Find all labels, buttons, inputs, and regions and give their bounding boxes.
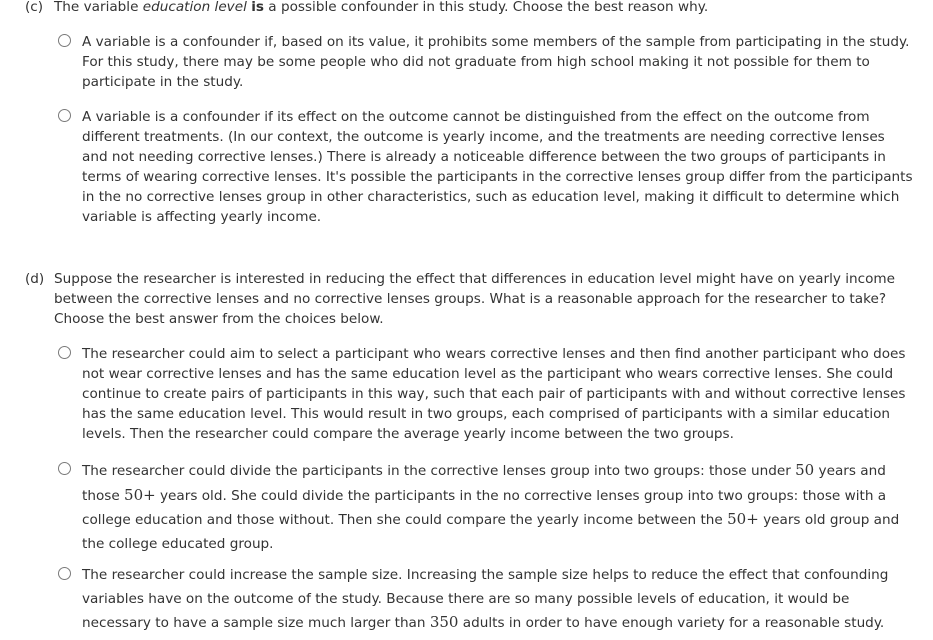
- answer-option-d3-text: [82, 564, 913, 636]
- d3-number-350: 350: [429, 613, 459, 631]
- question-c-label: (c): [25, 0, 44, 15]
- answer-option-c2-text: A variable is a confounder if its effect on the outcome cannot be distinguished from the effect on the outcome from different treatments. (In our context, the outcome is yearly income, and the treatments are needing corrective lenses and not needing corrective lenses.) There is already a noticeable difference between the two groups of participants in terms of wearing corrective lenses. It's possible the participants in the corrective lenses group differ from the participants in the no corrective lenses group in other characteristics, such as education level, making it difficult to determine which variable is affecting yearly income.: [82, 109, 913, 225]
- d2-number-50-plus-b: 50+: [727, 510, 759, 528]
- d2-number-50: 50: [795, 461, 815, 479]
- d2-number-50-plus-a: 50+: [124, 485, 156, 504]
- d2-text-part-4: years old group and the college educated group.: [82, 512, 900, 552]
- question-c-variable: education level: [142, 0, 247, 15]
- question-c-text-after: a possible confounder in this study. Choose the best reason why.: [263, 0, 709, 15]
- radio-button-d3[interactable]: [58, 567, 71, 580]
- question-c-is: is: [251, 0, 264, 15]
- radio-button-c1[interactable]: [58, 34, 71, 47]
- answer-option-c1-text: A variable is a confounder if, based on its value, it prohibits some members of the sample from participating in the study. For this study, there may be some people who did not graduate from high school making it not possible for them to participate in the study.: [82, 34, 910, 90]
- d2-text-part-1: The researcher could divide the participants in the corrective lenses group into two groups: those under: [82, 463, 796, 479]
- d2-text-part-2: years and those: [82, 463, 886, 504]
- radio-button-d1[interactable]: [58, 346, 71, 359]
- answer-option-d2-text: [82, 459, 913, 556]
- d2-text-part-3: years old. She could divide the participants in the no corrective lenses group into two groups: those with a college education and those without. Then she could compare the yearly income between the: [82, 487, 887, 528]
- question-c-prompt: [25, 0, 708, 17]
- radio-button-d2[interactable]: [58, 462, 71, 475]
- radio-button-c2[interactable]: [58, 109, 71, 122]
- question-d-label-row: [25, 269, 54, 289]
- question-c-text-before: The variable: [54, 0, 143, 15]
- answer-option-d1-text: The researcher could aim to select a participant who wears corrective lenses and then find another participant who does not wear corrective lenses and has the same education level as the participant who wears corrective lenses. She could continue to create pairs of participants in this way, such that each pair of participants with and without corrective lenses has the same education level. This would result in two groups, each comprised of participants with a similar education levels. Then the researcher could compare the average yearly income between the two groups.: [82, 346, 906, 442]
- question-d-label: (d): [25, 271, 45, 287]
- d3-text-part-2: adults in order to have enough variety for a reasonable study.: [458, 615, 885, 631]
- question-d-prompt: Suppose the researcher is interested in reducing the effect that differences in education level might have on yearly income between the corrective lenses and no corrective lenses groups. What is a reasonable approach for the researcher to take? Choose the best answer from the choices below.: [54, 271, 896, 327]
- d3-text-part-1: The researcher could increase the sample size. Increasing the sample size helps to reduce the effect that confounding variables have on the outcome of the study. Because there are so many possible levels of education, it would be necessary to have a sample size much larger than: [82, 567, 889, 631]
